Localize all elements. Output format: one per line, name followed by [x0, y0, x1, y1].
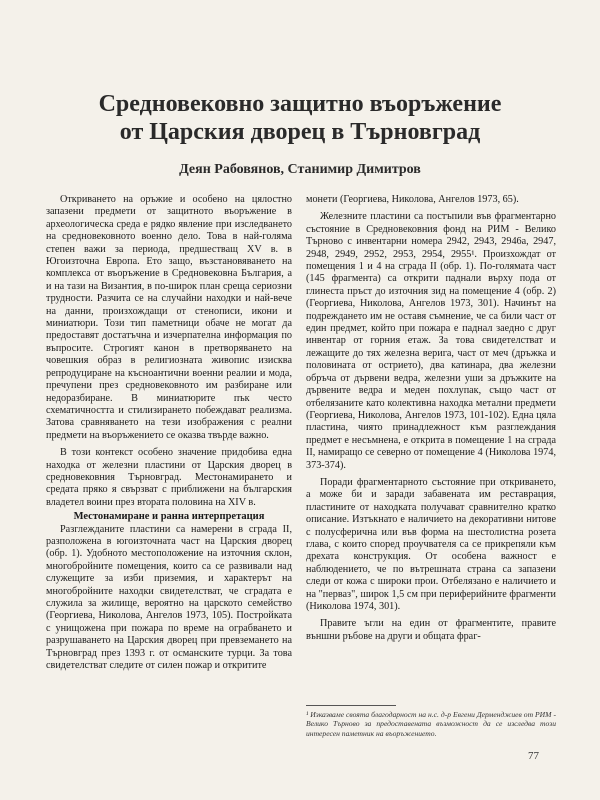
paragraph: Откриването на оръжие и особено на цялостно запазени предмети от защитното въоръжение в археологическа среда е рядко явление при изследването на средновековното военно дело. Това в най-голяма степен важи за периода, предшестващ XV в. в Югоизточна Европа. Ето защо, възстановяването на комплекса от въоръжение в Средновековна България, а и на тази на Византия, в по-широк план среща сериозни трудности. Разчита се на случайни находки и най-вече на данни, произхождащи от стенописи, икони и миниатюри. Този тип паметници обаче не могат да предоставят достатъчна и изчерпателна информация по въпросите. Строгият канон в претворяването на човешкия образ в религиозната живопис изисква репродуциране на късноантични военни реалии и мода, пречупени през средновековното им разбиране или недоразбиране. В миниатюрите пък често схематичността и стилизирането побеждават реализма. Затова сравняването на тези изображения с реални предмети на въоръжението се оказва твърде важно. — [46, 194, 292, 441]
paragraph: В този контекст особено значение придобива една находка от железни пластини от Царския дворец в средновековния Търновград. Местонамирането и средата пряко я свързват с приближени на българския владетел воини през втората половина на XIV в. — [46, 447, 292, 508]
paragraph: Правите ъгли на един от фрагментите, правите външни ръбове на други и общата фраг- — [306, 618, 556, 642]
paragraph: монети (Георгиева, Николова, Ангелов 1973, 65). — [306, 194, 519, 205]
article-authors: Деян Рабовянов, Станимир Димитров — [179, 162, 421, 177]
section-heading: Местонамиране и ранна интерпретация — [73, 511, 265, 523]
left-column — [46, 194, 292, 672]
paragraph: Железните пластини са постъпили във фрагментарно състояние в Средновековния фонд на РИМ - Велико Търново с инвентарни номера 2942, 2943, 2946а, 2947, 2948, 2949, 2952, 2953, 2954, 2955¹. Произхождат от помещения 1 и 4 на сграда II (обр. 1). По-голямата част (145 фрагмента) са открити паднали върху пода от глинеста пръст до източния зид на помещение 4 (обр. 2) (Георгиева, Николова, Ангелов 1973, 301). Начинът на подреждането им не оставя съмнение, че са били част от един предмет, който при пожара е паднал заедно с друг инвентар от горния етаж. За това свидетелстват и лежащите до тях железна верига, част от меч (дръжка и половината от острието), два катинара, два железни обръча от дървени ведра, железни уши за дръжките на дървените ведра и меден похлупак, също част от отбелязаните като колективна находка метални предмети (Георгиева, Николова, Ангелов 1973, 101-102). Една цяла пластина, чиято принадлежност към разглеждания предмет е несъмнена, е открита в помещение 1 на сграда II, намиращо се северно от помещение 4 (Николова 1974, 373-374). — [306, 211, 556, 471]
title-line-2: от Царския дворец в Търновград — [119, 119, 481, 145]
right-column — [306, 194, 556, 643]
title-line-1: Средновековно защитно въоръжение — [98, 91, 502, 117]
article-title — [60, 90, 540, 146]
footnote-rule — [306, 705, 396, 706]
page-number: 77 — [528, 750, 539, 762]
footnote: ¹ Изказваме своята благодарност на н.с. д-р Евгени Дерменджиев от РИМ - Велико Търново за предоставената възможност да се изследва този интересен паметник на въоръжението. — [306, 710, 556, 738]
paragraph: Разглежданите пластини са намерени в сграда II, разположена в югоизточната част на Царския дворец (обр. 1). Удобното местоположение на източния склон, многобройните помещения, които са се развивали над служещите за изби приземия, и характерът на многобройните находки свидетелстват, че сградата е служила за жилище, вероятно на царското семейство (Георгиева, Николова, Ангелов 1973, 105). Постройката с унищожена при пожара по време на ограбването и разрушаването на Царския дворец при превземането на Търновград през 1393 г. от османските турци. За това свидетелстват следите от силен пожар и откритите — [46, 523, 292, 672]
paragraph: Поради фрагментарното състояние при откриването, а може би и заради забавената им реставрация, пластините от находката получават сравнително кратко описание. Изтъкнато е наличието на декоративни нитове с полусферична или във форма на шестолистна розета глава, с които според проучвателя са се прикрепяли към дрехата конструкция. От особена важност е наблюдението, че по вътрешната страна са запазени следи от кожа с широки прои. Отбелязано е наличието и на "перваз", широк 1,5 см при периферийните фрагменти (Николова 1974, 301). — [306, 476, 556, 612]
